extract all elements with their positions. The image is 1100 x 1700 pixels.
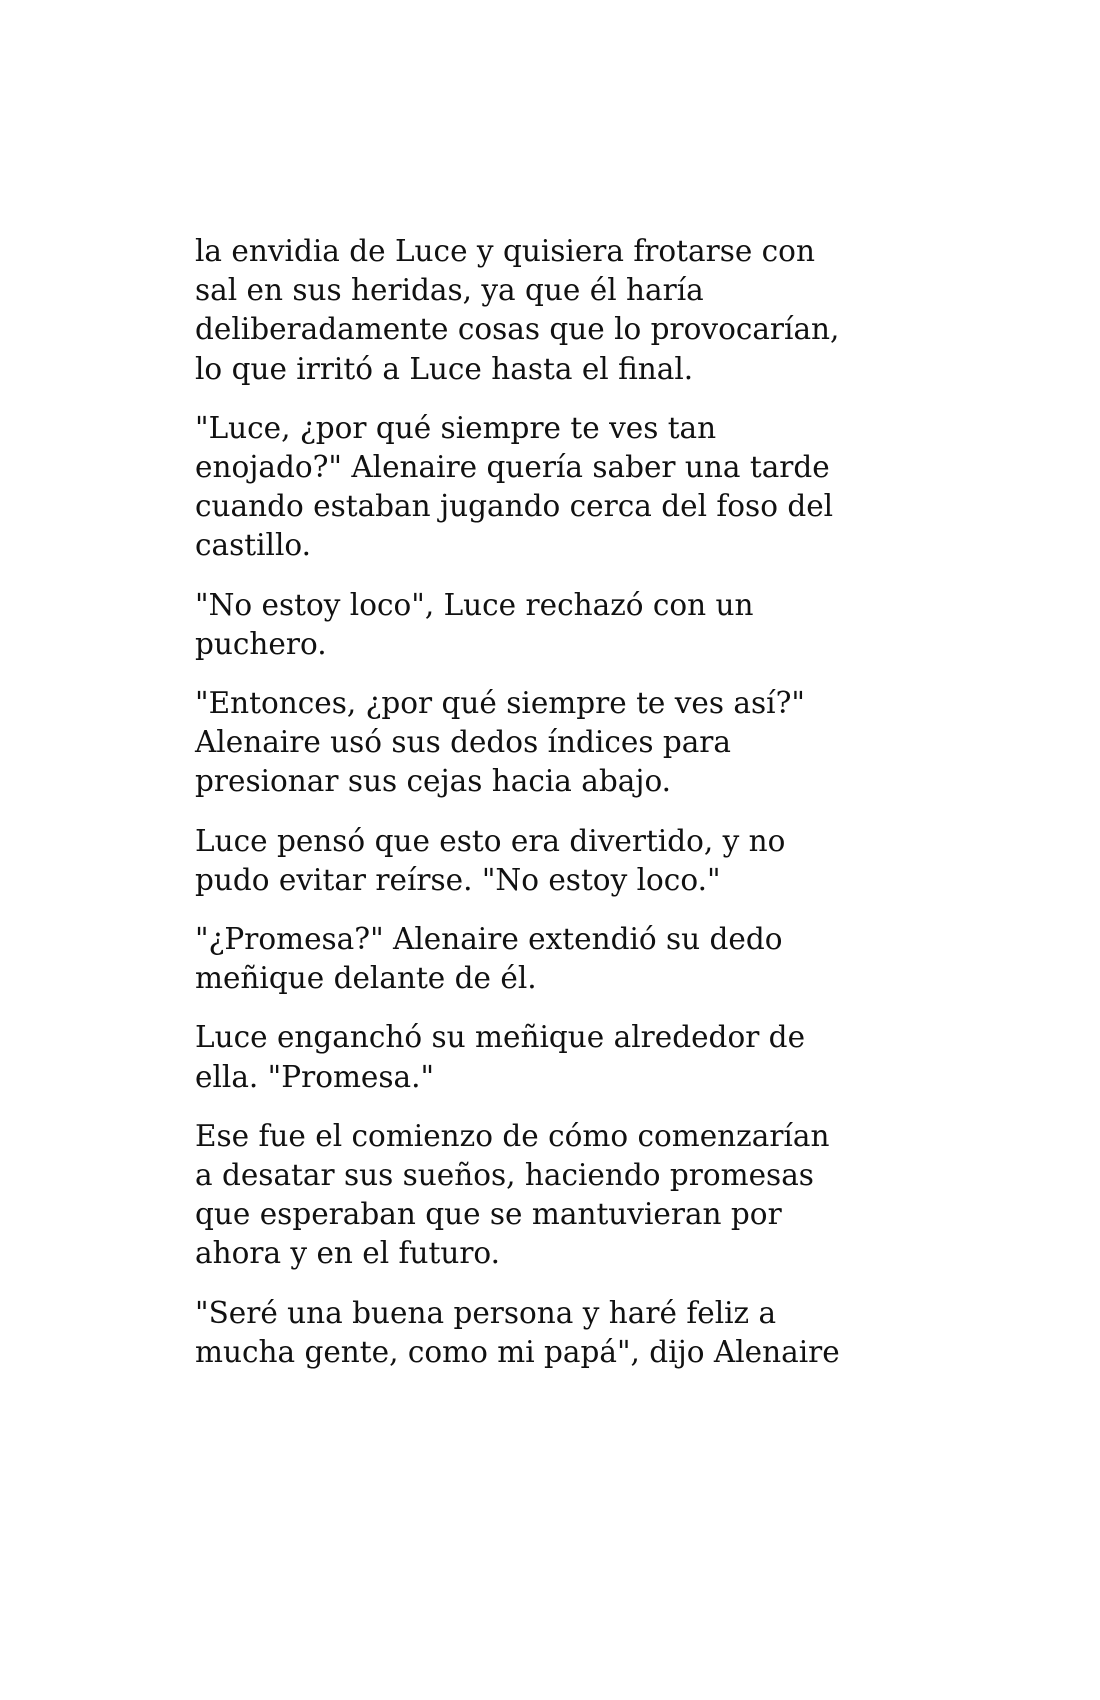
- text-line: puchero.: [195, 626, 327, 661]
- paragraph-3: [195, 586, 915, 664]
- text-line: Ese fue el comienzo de cómo comenzarían: [195, 1118, 830, 1153]
- text-line: deliberadamente cosas que lo provocarían,: [195, 312, 840, 347]
- text-line: la envidia de Luce y quisiera frotarse con: [195, 234, 815, 268]
- text-line: enojado?" Alenaire quería saber una tarde: [195, 450, 830, 485]
- page-text: [195, 232, 915, 1392]
- text-line: "Luce, ¿por qué siempre te ves tan: [195, 410, 717, 445]
- text-line: presionar sus cejas hacia abajo.: [195, 764, 672, 799]
- text-line: meñique delante de él.: [195, 961, 537, 996]
- paragraph-1: [195, 232, 915, 389]
- text-line: "Entonces, ¿por qué siempre te ves así?": [195, 686, 805, 721]
- text-line: pudo evitar reírse. "No estoy loco.": [195, 862, 721, 897]
- paragraph-4: [195, 684, 915, 802]
- text-line: Luce enganchó su meñique alrededor de: [195, 1020, 806, 1055]
- text-line: Luce pensó que esto era divertido, y no: [195, 823, 786, 858]
- text-line: "No estoy loco", Luce rechazó con un: [195, 587, 754, 622]
- text-line: "Seré una buena persona y haré feliz a: [195, 1295, 777, 1330]
- text-line: que esperaban que se mantuvieran por: [195, 1197, 782, 1232]
- paragraph-5: [195, 822, 915, 900]
- text-line: lo que irritó a Luce hasta el final.: [195, 351, 694, 386]
- text-line: Alenaire usó sus dedos índices para: [195, 725, 731, 760]
- paragraph-2: [195, 409, 915, 566]
- paragraph-8: [195, 1117, 915, 1274]
- text-line: mucha gente, como mi papá", dijo Alenaire: [195, 1334, 840, 1369]
- text-line: a desatar sus sueños, haciendo promesas: [195, 1158, 814, 1193]
- paragraph-7: [195, 1018, 915, 1096]
- text-line: ahora y en el futuro.: [195, 1236, 501, 1271]
- paragraph-6: [195, 920, 915, 998]
- text-line: ella. "Promesa.": [195, 1059, 435, 1094]
- paragraph-9: [195, 1294, 915, 1372]
- text-line: castillo.: [195, 528, 312, 563]
- text-line: cuando estaban jugando cerca del foso del: [195, 489, 834, 524]
- text-line: sal en sus heridas, ya que él haría: [195, 273, 704, 308]
- text-line: "¿Promesa?" Alenaire extendió su dedo: [195, 922, 783, 957]
